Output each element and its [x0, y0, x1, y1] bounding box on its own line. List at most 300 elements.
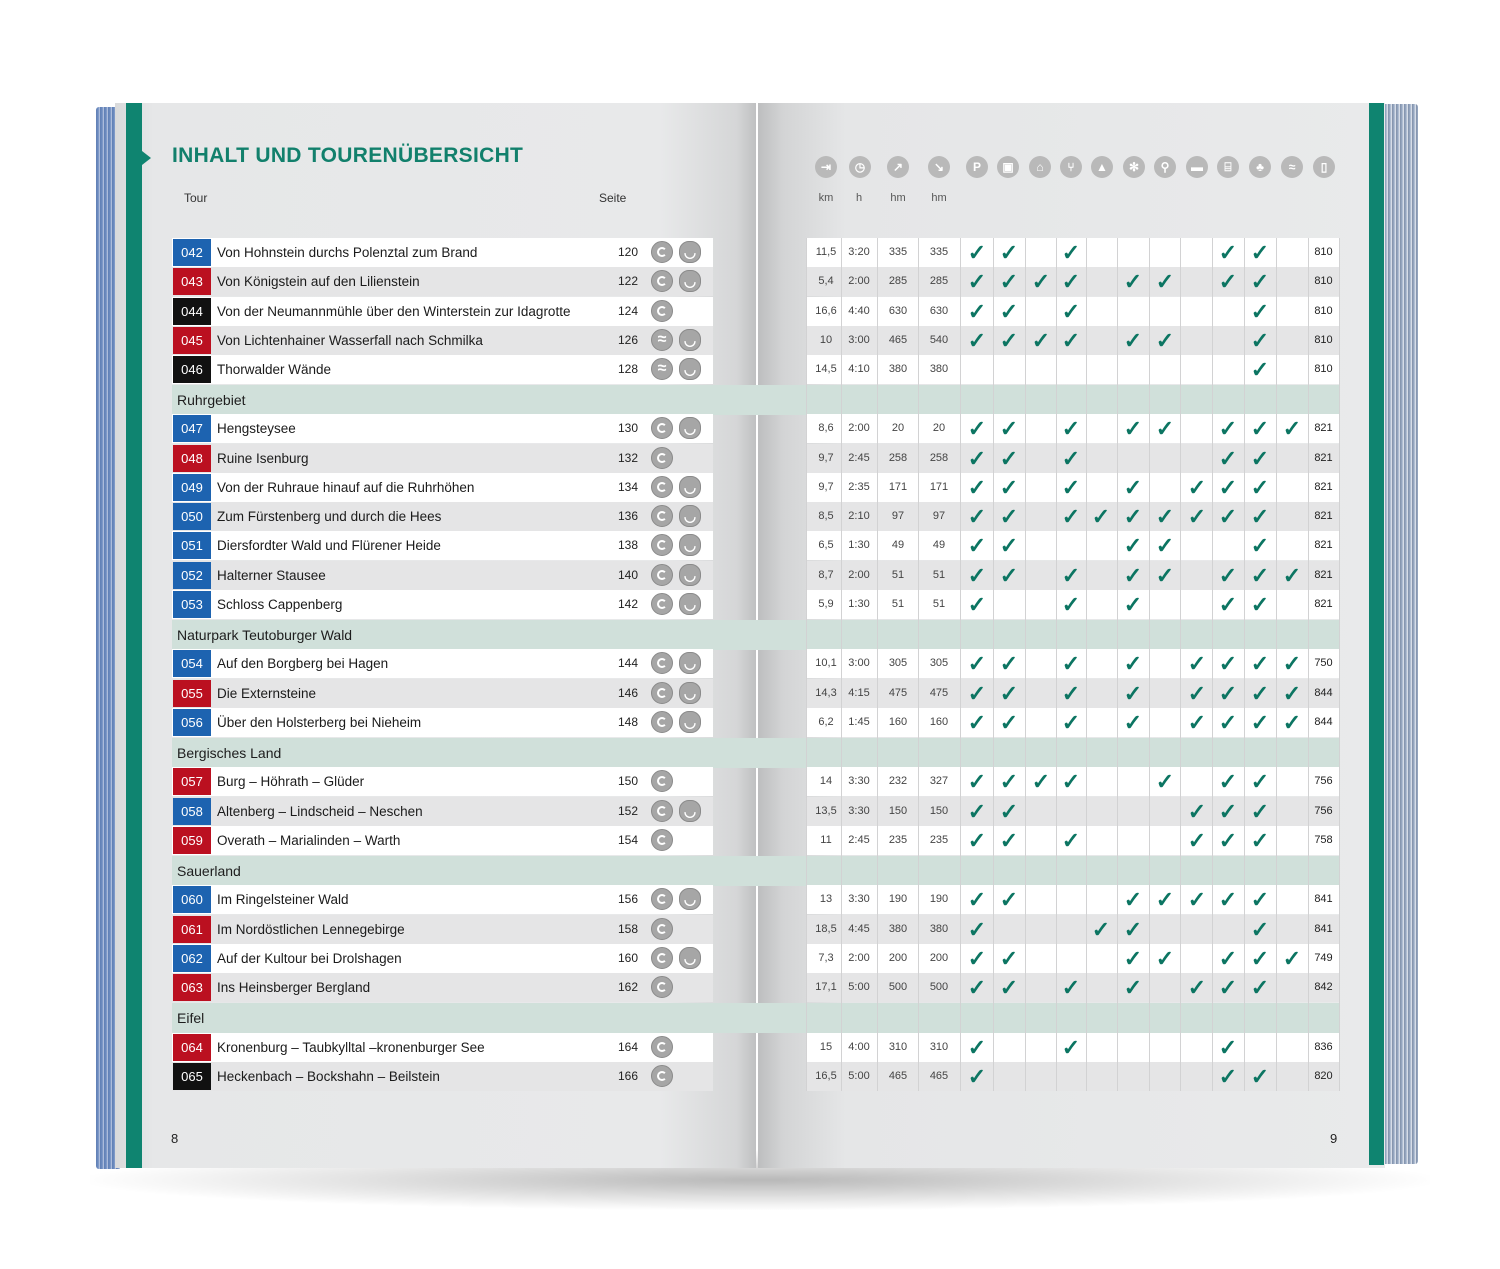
- tour-name: Halterner Stausee: [217, 567, 326, 583]
- value-hm1: 630: [888, 304, 908, 317]
- bus-icon: ▣: [997, 156, 1019, 178]
- page-number-left: 8: [171, 1131, 179, 1146]
- value-hm1: 380: [888, 363, 908, 375]
- check-mark: ✓: [1123, 709, 1143, 735]
- table-row[interactable]: [0, 238, 1500, 267]
- value-hm2: 200: [929, 951, 949, 964]
- value-h: 1:30: [848, 539, 870, 552]
- family-icon: [679, 241, 701, 263]
- check-mark: ✓: [1218, 769, 1238, 795]
- value-h: 2:00: [848, 951, 870, 964]
- parking-icon: P: [966, 156, 988, 178]
- check-mark: ✓: [1250, 945, 1270, 971]
- table-row[interactable]: [0, 708, 1500, 737]
- section-header: [172, 856, 1339, 886]
- check-mark: ✓: [967, 445, 987, 471]
- map-number: 810: [1314, 363, 1333, 375]
- swim-icon: ≈: [1281, 156, 1303, 178]
- check-mark: ✓: [967, 798, 987, 824]
- table-row[interactable]: [0, 414, 1500, 443]
- value-hm2: 500: [929, 981, 949, 994]
- value-h: 2:45: [848, 833, 870, 846]
- check-mark: ✓: [1250, 769, 1270, 795]
- value-km: 9,7: [818, 451, 834, 464]
- check-mark: ✓: [967, 651, 987, 677]
- tour-number: 065: [173, 1063, 211, 1090]
- tour-number: 055: [173, 680, 211, 707]
- value-hm1: 232: [888, 775, 908, 788]
- page-ref: 164: [617, 1039, 638, 1054]
- family-icon: [679, 329, 701, 351]
- value-h: 3:30: [848, 775, 870, 788]
- check-mark: ✓: [1061, 680, 1081, 706]
- check-mark: ✓: [1250, 651, 1270, 677]
- tour-name: Burg – Höhrath – Glüder: [217, 774, 365, 790]
- check-mark: ✓: [999, 680, 1019, 706]
- value-km: 8,5: [818, 510, 834, 523]
- value-h: 1:30: [848, 597, 870, 610]
- check-mark: ✓: [1061, 298, 1081, 324]
- check-mark: ✓: [1061, 416, 1081, 442]
- difficulty-icon: [651, 329, 673, 351]
- check-mark: ✓: [967, 680, 987, 706]
- page-ref: 148: [617, 714, 638, 729]
- value-hm2: 540: [929, 333, 949, 346]
- value-hm2: 49: [932, 539, 946, 552]
- check-mark: ✓: [1250, 416, 1270, 442]
- value-h: 3:20: [848, 246, 870, 258]
- value-hm1: 310: [888, 1040, 908, 1053]
- value-km: 7,3: [818, 951, 834, 964]
- check-mark: ✓: [999, 327, 1019, 353]
- check-mark: ✓: [1218, 591, 1238, 617]
- value-km: 15: [819, 1040, 833, 1053]
- value-km: 8,7: [818, 568, 834, 581]
- value-hm2: 235: [929, 833, 949, 846]
- tour-number: 051: [173, 532, 211, 559]
- page-title: INHALT UND TOURENÜBERSICHT: [172, 144, 524, 167]
- value-km: 5,4: [818, 275, 834, 288]
- check-mark: ✓: [1155, 562, 1175, 588]
- tour-number: 052: [173, 562, 211, 589]
- check-mark: ✓: [1187, 709, 1207, 735]
- tour-name: Thorwalder Wände: [217, 362, 332, 377]
- check-mark: ✓: [1155, 945, 1175, 971]
- grid-line: [1117, 238, 1118, 1091]
- value-hm2: 171: [929, 480, 949, 493]
- check-mark: ✓: [1250, 504, 1270, 530]
- tree-icon: ♣: [1249, 156, 1271, 178]
- table-row[interactable]: [0, 1062, 1500, 1091]
- value-km: 10,1: [815, 657, 837, 670]
- check-mark: ✓: [1187, 504, 1207, 530]
- check-mark: ✓: [1250, 591, 1270, 617]
- family-icon: [679, 534, 701, 556]
- check-mark: ✓: [1250, 445, 1270, 471]
- grid-line: [1244, 238, 1245, 1091]
- check-mark: ✓: [967, 945, 987, 971]
- value-h: 3:30: [848, 804, 870, 817]
- circular-route-icon: [651, 241, 673, 263]
- check-mark: ✓: [967, 269, 987, 295]
- section-label: Naturpark Teutoburger Wald: [177, 627, 353, 644]
- check-mark: ✓: [999, 269, 1019, 295]
- check-mark: ✓: [967, 827, 987, 853]
- tour-name: Diersfordter Wald und Flürener Heide: [217, 538, 441, 554]
- map-number: 842: [1314, 981, 1333, 994]
- check-mark: ✓: [1218, 680, 1238, 706]
- grid-line: [1086, 238, 1087, 1091]
- value-h: 4:10: [848, 363, 870, 375]
- value-hm1: 20: [891, 422, 905, 435]
- map-number: 810: [1314, 246, 1333, 258]
- check-mark: ✓: [1218, 269, 1238, 295]
- value-h: 4:00: [848, 1040, 870, 1053]
- tour-name: Im Nordöstlichen Lennegebirge: [217, 921, 405, 937]
- check-mark: ✓: [1155, 327, 1175, 353]
- tour-number: 048: [173, 445, 211, 472]
- check-mark: ✓: [999, 474, 1019, 500]
- tour-number: 043: [173, 268, 211, 295]
- family-icon: [679, 682, 701, 704]
- grid-line: [806, 238, 807, 1091]
- check-mark: ✓: [967, 887, 987, 913]
- family-icon: [679, 476, 701, 498]
- check-mark: ✓: [1061, 327, 1081, 353]
- value-h: 2:10: [848, 510, 870, 523]
- check-mark: ✓: [1250, 357, 1270, 382]
- check-mark: ✓: [1187, 651, 1207, 677]
- tour-name: Von Lichtenhainer Wasserfall nach Schmilka: [217, 332, 483, 348]
- check-mark: ✓: [1218, 416, 1238, 442]
- value-km: 13: [819, 893, 833, 906]
- grid-line: [993, 238, 994, 1091]
- value-h: 4:45: [848, 922, 870, 935]
- check-mark: ✓: [1187, 474, 1207, 500]
- check-mark: ✓: [1123, 680, 1143, 706]
- circular-route-icon: [651, 652, 673, 674]
- value-hm2: 258: [929, 451, 949, 464]
- check-mark: ✓: [1123, 945, 1143, 971]
- check-mark: ✓: [1218, 651, 1238, 677]
- value-hm1: 285: [888, 275, 908, 288]
- descent-icon: ↘: [928, 156, 950, 178]
- map-number: 749: [1314, 951, 1333, 964]
- tour-name: Von der Neumannmühle über den Winterstein zur Idagrotte: [217, 303, 571, 319]
- value-h: 2:45: [848, 451, 870, 464]
- section-header: [172, 620, 1339, 650]
- table-row[interactable]: [0, 944, 1500, 973]
- value-km: 11: [820, 833, 832, 846]
- page-ref: 136: [617, 509, 638, 524]
- check-mark: ✓: [1218, 1034, 1238, 1060]
- value-km: 6,2: [818, 715, 834, 728]
- check-mark: ✓: [967, 709, 987, 735]
- value-hm1: 380: [888, 922, 908, 935]
- check-mark: ✓: [1091, 916, 1111, 942]
- value-km: 9,7: [818, 480, 834, 493]
- table-row[interactable]: [0, 531, 1500, 560]
- map-number: 821: [1314, 480, 1333, 493]
- map-number: 821: [1314, 451, 1333, 464]
- table-row[interactable]: [0, 355, 1500, 384]
- check-mark: ✓: [1218, 504, 1238, 530]
- table-row[interactable]: [0, 1033, 1500, 1062]
- value-km: 6,5: [818, 539, 834, 552]
- grid-line: [1339, 238, 1340, 1091]
- check-mark: ✓: [967, 240, 987, 265]
- check-mark: ✓: [1187, 827, 1207, 853]
- value-hm2: 51: [932, 568, 946, 581]
- value-h: 2:35: [848, 480, 870, 493]
- sleep-icon: ▬: [1186, 156, 1208, 178]
- table-row[interactable]: [0, 326, 1500, 355]
- check-mark: ✓: [1218, 474, 1238, 500]
- value-h: 2:00: [848, 422, 870, 435]
- family-icon: [679, 505, 701, 527]
- circular-route-icon: [651, 918, 673, 940]
- circular-route-icon: [651, 770, 673, 792]
- value-hm2: 630: [929, 304, 949, 317]
- check-mark: ✓: [1250, 798, 1270, 824]
- map-number: 810: [1314, 275, 1333, 288]
- value-hm1: 475: [888, 686, 908, 699]
- map-icon: ▯: [1313, 156, 1335, 178]
- table-row[interactable]: [0, 885, 1500, 914]
- table-row[interactable]: [0, 973, 1500, 1002]
- tour-name: Zum Fürstenberg und durch die Hees: [217, 509, 442, 525]
- bike-icon: ⚲: [1154, 156, 1176, 178]
- table-row[interactable]: [0, 267, 1500, 296]
- value-hm1: 51: [891, 568, 905, 581]
- table-row[interactable]: [0, 826, 1500, 855]
- check-mark: ✓: [999, 445, 1019, 471]
- page-ref: 140: [617, 567, 638, 582]
- value-km: 14,5: [815, 363, 837, 375]
- check-mark: ✓: [999, 975, 1019, 1001]
- value-hm1: 500: [888, 981, 908, 994]
- check-mark: ✓: [999, 798, 1019, 824]
- value-hm1: 200: [888, 951, 908, 964]
- check-mark: ✓: [1123, 504, 1143, 530]
- value-hm1: 190: [888, 893, 908, 906]
- tour-name: Von Hohnstein durchs Polenztal zum Brand: [217, 245, 478, 260]
- table-row[interactable]: [0, 767, 1500, 796]
- section-label: Ruhrgebiet: [177, 392, 246, 409]
- column-header-seite: Seite: [599, 191, 627, 205]
- check-mark: ✓: [1061, 975, 1081, 1001]
- page-ref: 154: [617, 832, 638, 847]
- table-row[interactable]: [0, 679, 1500, 708]
- check-mark: ✓: [1187, 887, 1207, 913]
- circular-route-icon: [651, 1036, 673, 1058]
- table-row[interactable]: [0, 561, 1500, 590]
- value-hm2: 160: [929, 715, 949, 728]
- check-mark: ✓: [967, 1063, 987, 1089]
- value-km: 5,9: [818, 597, 834, 610]
- value-hm2: 380: [929, 363, 949, 375]
- grid-line: [1180, 238, 1181, 1091]
- page-ref: 166: [617, 1068, 638, 1083]
- check-mark: ✓: [1061, 591, 1081, 617]
- map-number: 821: [1314, 539, 1333, 552]
- value-h: 2:00: [848, 568, 870, 581]
- circular-route-icon: [651, 800, 673, 822]
- check-mark: ✓: [1123, 474, 1143, 500]
- circular-route-icon: [651, 447, 673, 469]
- grid-line: [918, 238, 919, 1091]
- check-mark: ✓: [1155, 504, 1175, 530]
- value-hm2: 20: [932, 422, 946, 435]
- check-mark: ✓: [1123, 416, 1143, 442]
- value-hm2: 285: [929, 275, 949, 288]
- page-ref: 122: [617, 274, 638, 289]
- map-number: 821: [1314, 510, 1333, 523]
- map-number: 820: [1314, 1069, 1333, 1082]
- tour-number: 061: [173, 916, 211, 943]
- table-row[interactable]: [0, 915, 1500, 944]
- page-ref: 134: [617, 479, 638, 494]
- grid-line: [841, 238, 842, 1091]
- map-number: 758: [1314, 833, 1333, 846]
- circular-route-icon: [651, 564, 673, 586]
- grid-line: [1276, 238, 1277, 1091]
- page-ref: 128: [617, 362, 638, 376]
- check-mark: ✓: [967, 416, 987, 442]
- page-ref: 120: [617, 245, 638, 259]
- value-h: 4:40: [848, 304, 870, 317]
- check-mark: ✓: [1218, 562, 1238, 588]
- circular-route-icon: [651, 476, 673, 498]
- check-mark: ✓: [967, 533, 987, 559]
- clock-icon: ◷: [849, 156, 871, 178]
- value-hm2: 150: [929, 804, 949, 817]
- check-mark: ✓: [1061, 504, 1081, 530]
- check-mark: ✓: [1187, 680, 1207, 706]
- table-row[interactable]: [0, 797, 1500, 826]
- value-h: 5:00: [848, 1069, 870, 1082]
- section-header: [172, 385, 1339, 415]
- tour-name: Im Ringelsteiner Wald: [217, 892, 349, 908]
- family-icon: [679, 358, 701, 380]
- check-mark: ✓: [1155, 269, 1175, 295]
- table-row[interactable]: [0, 649, 1500, 678]
- check-mark: ✓: [999, 769, 1019, 795]
- table-row[interactable]: [0, 473, 1500, 502]
- map-number: 756: [1314, 804, 1333, 817]
- page-ref: 126: [617, 332, 638, 347]
- check-mark: ✓: [1218, 445, 1238, 471]
- page-number-right: 9: [1330, 1131, 1338, 1146]
- value-hm2: 305: [929, 657, 949, 670]
- tour-number: 058: [173, 798, 211, 825]
- tour-name: Über den Holsterberg bei Nieheim: [217, 714, 422, 730]
- family-icon: [679, 564, 701, 586]
- check-mark: ✓: [1155, 769, 1175, 795]
- check-mark: ✓: [999, 416, 1019, 442]
- circular-route-icon: [651, 300, 673, 322]
- check-mark: ✓: [999, 651, 1019, 677]
- map-number: 810: [1314, 304, 1333, 317]
- tour-name: Kronenburg – Taubkylltal –kronenburger See: [217, 1039, 485, 1055]
- circular-route-icon: [651, 711, 673, 733]
- check-mark: ✓: [1061, 474, 1081, 500]
- value-km: 11,5: [815, 246, 837, 258]
- table-row[interactable]: [0, 297, 1500, 326]
- check-mark: ✓: [1123, 916, 1143, 942]
- summit-icon: ▲: [1091, 156, 1113, 178]
- tour-number: 057: [173, 768, 211, 795]
- value-km: 8,6: [818, 422, 834, 435]
- map-number: 844: [1314, 686, 1333, 699]
- check-mark: ✓: [1218, 240, 1238, 265]
- check-mark: ✓: [999, 504, 1019, 530]
- value-hm1: 335: [888, 246, 908, 258]
- circular-route-icon: [651, 947, 673, 969]
- check-mark: ✓: [967, 562, 987, 588]
- check-mark: ✓: [999, 240, 1019, 265]
- grid-line: [1025, 238, 1026, 1091]
- check-mark: ✓: [1031, 269, 1051, 295]
- map-number: 750: [1314, 657, 1333, 670]
- circular-route-icon: [651, 270, 673, 292]
- family-icon: [679, 417, 701, 439]
- check-mark: ✓: [999, 533, 1019, 559]
- value-h: 3:30: [848, 893, 870, 906]
- check-mark: ✓: [1250, 298, 1270, 324]
- check-mark: ✓: [1282, 651, 1302, 677]
- tour-name: Von der Ruhraue hinauf auf die Ruhrhöhen: [217, 479, 475, 495]
- value-km: 13,5: [815, 804, 837, 817]
- circular-route-icon: [651, 505, 673, 527]
- check-mark: ✓: [1250, 327, 1270, 353]
- tour-number: 044: [173, 298, 211, 325]
- value-hm1: 258: [888, 451, 908, 464]
- map-number: 841: [1314, 922, 1333, 935]
- check-mark: ✓: [1091, 504, 1111, 530]
- check-mark: ✓: [1123, 562, 1143, 588]
- page-ref: 162: [617, 980, 638, 995]
- check-mark: ✓: [1250, 533, 1270, 559]
- value-km: 16,6: [815, 304, 837, 317]
- section-label: Sauerland: [177, 863, 241, 880]
- check-mark: ✓: [1187, 798, 1207, 824]
- value-hm2: 310: [929, 1040, 949, 1053]
- circular-route-icon: [651, 1065, 673, 1087]
- check-mark: ✓: [967, 1034, 987, 1060]
- family-icon: [679, 593, 701, 615]
- tour-number: 045: [173, 327, 211, 354]
- table-row[interactable]: [0, 502, 1500, 531]
- value-h: 2:00: [848, 275, 870, 288]
- table-row[interactable]: [0, 444, 1500, 473]
- restaurant-icon: ⑂: [1060, 156, 1082, 178]
- circular-route-icon: [651, 417, 673, 439]
- grid-line: [1056, 238, 1057, 1091]
- check-mark: ✓: [999, 887, 1019, 913]
- check-mark: ✓: [999, 298, 1019, 324]
- value-km: 16,5: [815, 1069, 837, 1082]
- check-mark: ✓: [1155, 416, 1175, 442]
- check-mark: ✓: [1250, 827, 1270, 853]
- page-ref: 146: [617, 685, 638, 700]
- check-mark: ✓: [1031, 327, 1051, 353]
- value-hm2: 327: [929, 775, 949, 788]
- table-row[interactable]: [0, 590, 1500, 619]
- grid-line: [1212, 238, 1213, 1091]
- check-mark: ✓: [1155, 887, 1175, 913]
- tour-name: Heckenbach – Bockshahn – Beilstein: [217, 1068, 440, 1084]
